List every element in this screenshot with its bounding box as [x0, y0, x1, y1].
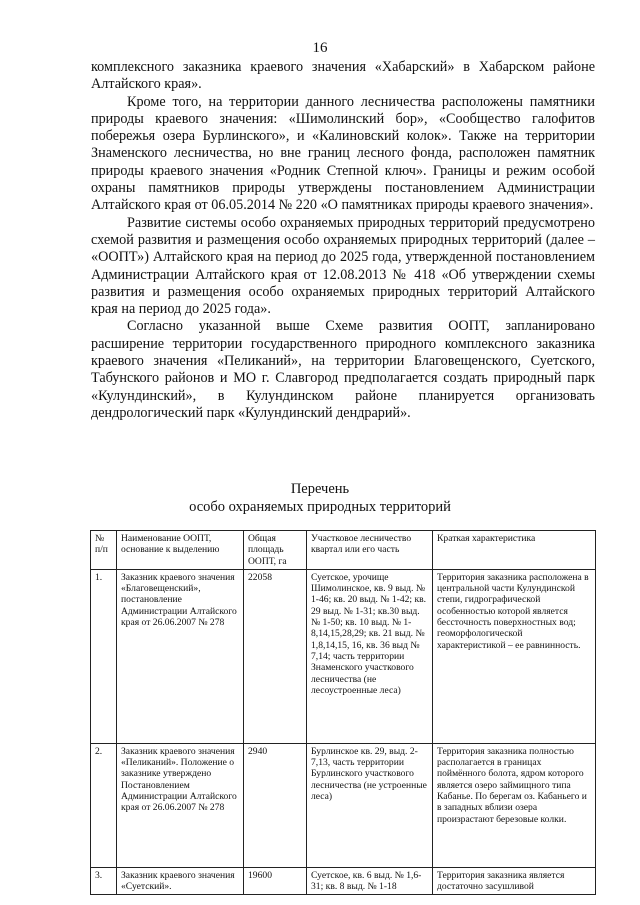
body-text [91, 59, 595, 422]
paragraph-3: Развитие системы особо охраняемых природных территорий предусмотрено схемой развития и размещения особо охраняемых природных территорий (далее – «ООПТ») Алтайского края на период до 2025 года, утвержденной постановлением Администрации Алтайского края от 12.08.2013 № 418 «Об утверждении схемы развития и размещения особо охраняемых природных территорий Алтайского края на период до 2025 года». [91, 214, 595, 318]
header-forestry: Участковое лесничество квартал или его часть [307, 531, 433, 570]
table-row [91, 867, 596, 895]
row-number: 2. [91, 743, 117, 867]
page-number: 16 [312, 40, 328, 56]
row-name: Заказник краевого значения «Пеликаний». Положение о заказнике утверждено Постановлением Администрации Алтайского края от 26.06.2007 № 278 [117, 743, 244, 867]
row-area: 2940 [244, 743, 307, 867]
table-row [91, 569, 596, 743]
protected-areas-table [90, 530, 596, 895]
row-description: Территория заказника полностью располагается в границах поймённого болота, ядром которого является озеро займищного типа Кабанье. По берегам оз. Кабаньего и в западных вблизи озера произрастают березовые колки. [433, 743, 596, 867]
table-header-row [91, 531, 596, 570]
paragraph-2: Кроме того, на территории данного лесничества расположены памятники природы краевого значения: «Шимолинский бор», «Сообщество галофитов побережья озера Бурлинского», и «Калиновский колок». Также на территории Знаменского лесничества, но вне границ лесного фонда, расположен памятник природы краевого значения «Родник Степной ключ». Границы и режим особой охраны памятников природы утверждены постановлением Администрации Алтайского края от 06.05.2014 № 220 «О памятниках природы краевого значения». [91, 93, 595, 214]
row-name: Заказник краевого значения «Благовещенский», постановление Администрации Алтайского края от 26.06.2007 № 278 [117, 569, 244, 743]
row-number: 3. [91, 867, 117, 895]
row-description: Территория заказника является достаточно засушливой [433, 867, 596, 895]
row-forestry: Суетское, урочище Шимолинское, кв. 9 выд. № 1-46; кв. 20 выд. № 1-42; кв. 29 выд. № 1-31; кв.30 выд. № 1-50; кв. 10 выд. № 1-8,14,15,28,29; кв. 21 выд. № 1,8,14,15, 16, кв. 36 выд № 7,14; часть территории Знаменского участкового лесничества (не лесоустроенные леса) [307, 569, 433, 743]
row-forestry: Суетское, кв. 6 выд. № 1,6-31; кв. 8 выд. № 1-18 [307, 867, 433, 895]
header-area: Общая площадь ООПТ, га [244, 531, 307, 570]
header-description: Краткая характеристика [433, 531, 596, 570]
list-title: Перечень [290, 481, 350, 497]
paragraph-4: Согласно указанной выше Схеме развития ООПТ, запланировано расширение территории государственного природного комплексного заказника краевого значения «Пеликаний», на территории Благовещенского, Суетского, Табунского районов и МО г. Славгород предполагается создать природный парк «Кулундинский», в Кулундинском районе планируется организовать дендрологический парк «Кулундинский дендрарий». [91, 318, 595, 421]
row-description: Территория заказника расположена в центральной части Кулундинской степи, гидрографической особенностью которой является бессточность поверхностных вод; геоморфологической характеристикой – ее равнинность. [433, 569, 596, 743]
table-row [91, 743, 596, 867]
row-area: 19600 [244, 867, 307, 895]
row-forestry: Бурлинское кв. 29, выд. 2-7,13, часть территории Бурлинского участкового лесничества (не устроенные леса) [307, 743, 433, 867]
row-name: Заказник краевого значения «Суетский». [117, 867, 244, 895]
row-number: 1. [91, 569, 117, 743]
header-number: № п/п [91, 531, 117, 570]
header-name: Наименование ООПТ, основание к выделению [117, 531, 244, 570]
list-subtitle: особо охраняемых природных территорий [189, 499, 451, 515]
row-area: 22058 [244, 569, 307, 743]
paragraph-1: комплексного заказника краевого значения «Хабарский» в Хабарском районе Алтайского края». [91, 59, 595, 93]
